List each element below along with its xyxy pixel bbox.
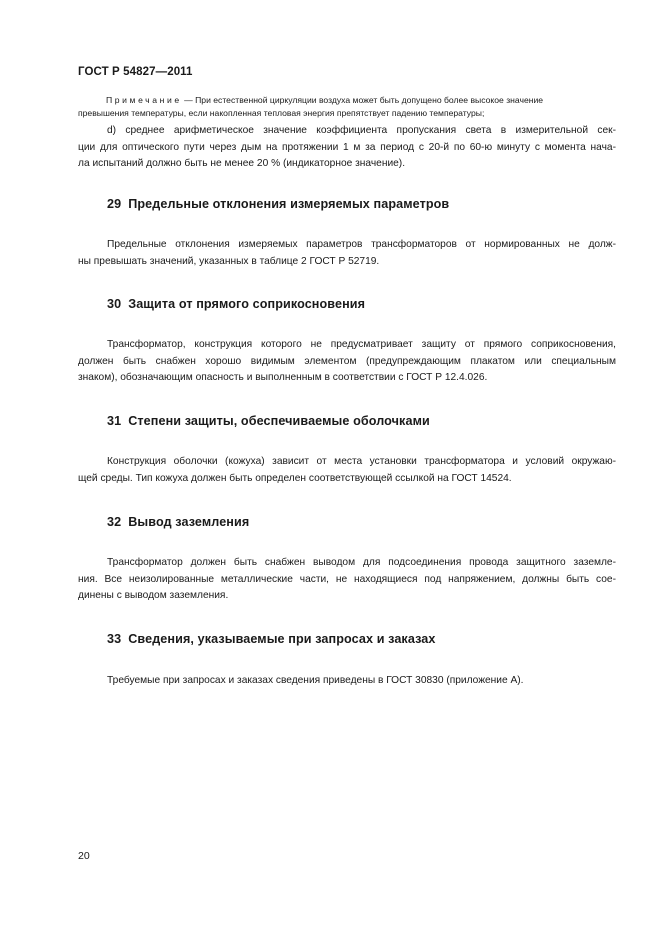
paragraph-line: Трансформатор должен быть снабжен выводом для подсоединения провода защитного заземле- bbox=[107, 557, 616, 568]
section-paragraph-32 bbox=[78, 555, 616, 605]
section-paragraph-29 bbox=[78, 237, 616, 270]
item-d-paragraph bbox=[78, 123, 616, 173]
section-number: 29 bbox=[107, 197, 122, 211]
section-title: Сведения, указываемые при запросах и заказах bbox=[128, 632, 436, 646]
note-block bbox=[78, 94, 616, 120]
paragraph-line: динены с выводом заземления. bbox=[78, 590, 229, 601]
paragraph-line: ны превышать значений, указанных в таблице 2 ГОСТ Р 52719. bbox=[78, 255, 380, 267]
section-heading-31 bbox=[107, 414, 430, 428]
paragraph-line: Предельные отклонения измеряемых параметров трансформаторов от нормированных не долж- bbox=[107, 239, 616, 250]
section-title: Защита от прямого соприкосновения bbox=[128, 297, 366, 311]
section-title: Степени защиты, обеспечиваемые оболочками bbox=[128, 414, 430, 428]
section-title: Предельные отклонения измеряемых параметров bbox=[128, 197, 450, 211]
note-label: Примечание bbox=[106, 95, 182, 105]
section-heading-30 bbox=[107, 297, 365, 311]
note-line bbox=[78, 94, 616, 107]
paragraph-line: знаком), обозначающим опасность и выполненным в соответствии с ГОСТ Р 12.4.026. bbox=[78, 372, 488, 383]
section-heading-32 bbox=[107, 515, 249, 529]
paragraph-line: ния. Все неизолированные металлические части, не находящиеся под напряжением, должны быть сое- bbox=[78, 573, 616, 585]
paragraph-line: Конструкция оболочки (кожуха) зависит от места установки трансформатора и условий окружаю- bbox=[107, 456, 616, 467]
document-header: ГОСТ Р 54827—2011 bbox=[78, 66, 193, 78]
section-number: 33 bbox=[107, 632, 122, 646]
note-line: превышения температуры, если накопленная тепловая энергия препятствует падению температуры; bbox=[78, 108, 485, 118]
paragraph-line: Требуемые при запросах и заказах сведения приведены в ГОСТ 30830 (приложение А). bbox=[107, 675, 524, 686]
section-paragraph-33 bbox=[78, 673, 616, 690]
section-heading-29 bbox=[107, 197, 449, 211]
paragraph-line: Трансформатор, конструкция которого не предусматривает защиту от прямого соприкосновения, bbox=[107, 339, 616, 350]
section-number: 32 bbox=[107, 515, 122, 529]
note-text: При естественной циркуляции воздуха может быть допущено более высокое значение bbox=[195, 95, 544, 105]
paragraph-line: d) среднее арифметическое значение коэффициента пропускания света в измерительной сек- bbox=[107, 125, 616, 136]
section-number: 30 bbox=[107, 297, 122, 311]
section-heading-33 bbox=[107, 632, 436, 646]
note-dash: — bbox=[181, 95, 196, 105]
paragraph-line: ла испытаний должно быть не менее 20 % (индикаторное значение). bbox=[78, 158, 406, 169]
section-paragraph-31 bbox=[78, 454, 616, 487]
paragraph-line: щей среды. Тип кожуха должен быть определен соответствующей ссылкой на ГОСТ 14524. bbox=[78, 472, 512, 484]
section-paragraph-30 bbox=[78, 337, 616, 387]
page-number: 20 bbox=[78, 850, 90, 862]
section-title: Вывод заземления bbox=[128, 515, 250, 529]
section-number: 31 bbox=[107, 414, 122, 428]
paragraph-line: ции для оптического пути через дым на протяжении 1 м за период с 20-й по 60-ю минуту с момента нача- bbox=[78, 141, 616, 153]
paragraph-line: должен быть снабжен хорошо видимым элементом (предупреждающим плакатом или специальным bbox=[78, 355, 616, 367]
